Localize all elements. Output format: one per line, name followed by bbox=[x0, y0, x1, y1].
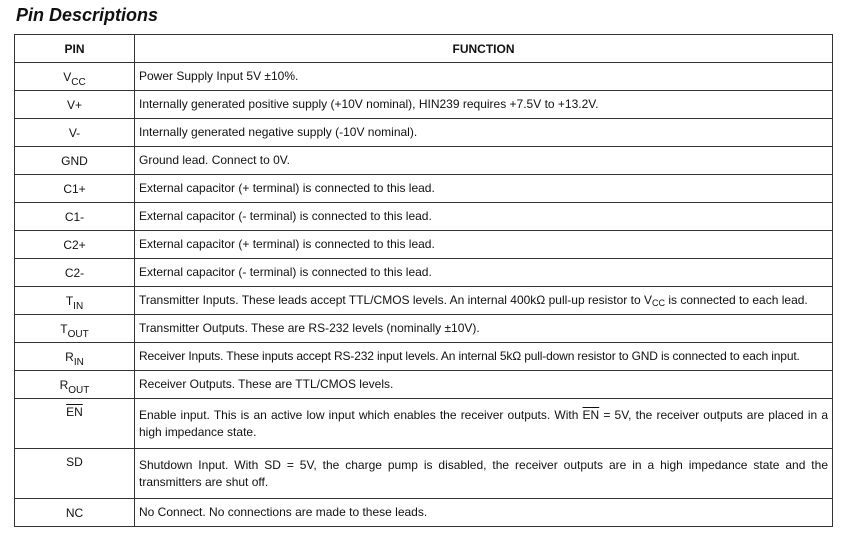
table-row bbox=[15, 231, 833, 259]
pin-name: GND bbox=[15, 147, 135, 175]
pin-descriptions-table bbox=[14, 34, 833, 527]
table-row bbox=[15, 91, 833, 119]
table-row bbox=[15, 399, 833, 449]
pin-function: External capacitor (- terminal) is connected to this lead. bbox=[135, 203, 833, 231]
pin-name: V+ bbox=[15, 91, 135, 119]
pin-function: Receiver Inputs. These inputs accept RS-232 input levels. An internal 5kΩ pull-down resistor to GND is connected to each input. bbox=[135, 343, 833, 371]
pin-function: Shutdown Input. With SD = 5V, the charge pump is disabled, the receiver outputs are in a high impedance state and the transmitters are shut off. bbox=[135, 449, 833, 499]
table-row bbox=[15, 371, 833, 399]
table-row bbox=[15, 259, 833, 287]
pin-function: Transmitter Inputs. These leads accept TTL/CMOS levels. An internal 400kΩ pull-up resistor to VCC is connected to each lead. bbox=[135, 287, 833, 315]
header-function: FUNCTION bbox=[135, 35, 833, 63]
table-row bbox=[15, 499, 833, 527]
table-row bbox=[15, 175, 833, 203]
pin-name: $R_{IN}$ bbox=[15, 343, 135, 371]
pin-name: V- bbox=[15, 119, 135, 147]
pin-name: NC bbox=[15, 499, 135, 527]
pin-function: External capacitor (- terminal) is connected to this lead. bbox=[135, 259, 833, 287]
pin-function: No Connect. No connections are made to these leads. bbox=[135, 499, 833, 527]
pin-name: $\overline{EN}$ bbox=[15, 399, 135, 449]
pin-function: External capacitor (+ terminal) is connected to this lead. bbox=[135, 175, 833, 203]
table-header-row bbox=[15, 35, 833, 63]
page-title: Pin Descriptions bbox=[16, 5, 159, 25]
pin-function: Power Supply Input 5V ±10%. bbox=[135, 63, 833, 91]
pin-function: Receiver Outputs. These are TTL/CMOS levels. bbox=[135, 371, 833, 399]
table-row bbox=[15, 315, 833, 343]
header-pin: PIN bbox=[15, 35, 135, 63]
pin-function: External capacitor (+ terminal) is connected to this lead. bbox=[135, 231, 833, 259]
table-row bbox=[15, 203, 833, 231]
table-row bbox=[15, 63, 833, 91]
table-row bbox=[15, 343, 833, 371]
pin-name: C1+ bbox=[15, 175, 135, 203]
pin-name: C1- bbox=[15, 203, 135, 231]
pin-function: Transmitter Outputs. These are RS-232 levels (nominally ±10V). bbox=[135, 315, 833, 343]
pin-name: $T_{IN}$ bbox=[15, 287, 135, 315]
pin-function: Enable input. This is an active low input which enables the receiver outputs. With $\overline{EN} = 5V$, the receiver outputs are placed in a high impedance state. bbox=[135, 399, 833, 449]
table-row bbox=[15, 147, 833, 175]
pin-name: $T_{OUT}$ bbox=[15, 315, 135, 343]
pin-function: Internally generated negative supply (-10V nominal). bbox=[135, 119, 833, 147]
pin-function: Internally generated positive supply (+10V nominal), HIN239 requires +7.5V to +13.2V. bbox=[135, 91, 833, 119]
pin-name: $R_{OUT}$ bbox=[15, 371, 135, 399]
table-row bbox=[15, 119, 833, 147]
pin-function: Ground lead. Connect to 0V. bbox=[135, 147, 833, 175]
pin-name: C2+ bbox=[15, 231, 135, 259]
table-row bbox=[15, 287, 833, 315]
pin-name: $V_{CC}$ bbox=[15, 63, 135, 91]
pin-name: C2- bbox=[15, 259, 135, 287]
pin-name: SD bbox=[15, 449, 135, 499]
table-row bbox=[15, 449, 833, 499]
